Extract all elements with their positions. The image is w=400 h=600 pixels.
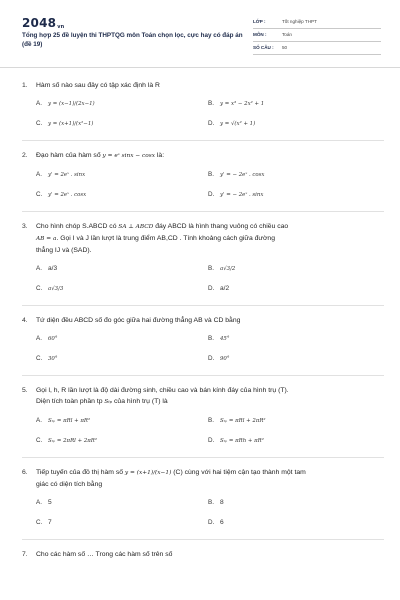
option-text: 45°: [220, 336, 230, 342]
question-number: 5.: [22, 387, 28, 394]
option-letter: A.: [36, 100, 42, 107]
answer-options: [22, 416, 384, 456]
question-number: 2.: [22, 152, 28, 159]
question-divider: [22, 211, 384, 212]
header-divider: [0, 67, 400, 68]
option-letter: C.: [36, 519, 43, 526]
question-7: [22, 549, 384, 560]
option-text: a√3/3: [48, 286, 64, 292]
question-text: Diện tích toàn phần tp: [36, 398, 103, 405]
option-letter: C.: [36, 437, 43, 444]
question-number: 7.: [22, 551, 28, 558]
question-list: [22, 80, 384, 560]
option-d[interactable]: [208, 354, 380, 374]
question-4: [22, 315, 384, 376]
meta-label: MÔN :: [253, 32, 267, 37]
answer-options: [22, 99, 384, 139]
option-text: y' = − 2eˣ . sinx: [220, 192, 264, 198]
option-text: a/3: [48, 265, 58, 272]
exam-meta: [253, 16, 381, 55]
option-d[interactable]: [208, 119, 380, 139]
option-text: 60°: [48, 336, 58, 342]
option-text: y' = − 2eˣ . cosx: [220, 172, 265, 178]
option-letter: B.: [208, 100, 214, 107]
answer-options: [22, 264, 384, 304]
option-letter: C.: [36, 285, 43, 292]
question-divider: [22, 375, 384, 376]
option-text: Sₜₚ = 2πRl + 2πR²: [48, 438, 98, 444]
option-c[interactable]: [36, 354, 208, 374]
question-text: Cho các hàm số … Trong các hàm số trên số: [36, 551, 173, 558]
option-letter: B.: [208, 335, 214, 342]
question-stem: [22, 549, 384, 560]
question-stem: [22, 467, 384, 490]
question-text: của hình trụ (T) là: [114, 398, 168, 405]
option-letter: D.: [208, 191, 215, 198]
question-stem: [22, 80, 384, 91]
option-text: y' = 2eˣ . sinx: [48, 172, 86, 178]
meta-row-subject: [253, 29, 381, 42]
option-a[interactable]: [36, 334, 208, 354]
question-text: Cho hình chóp S.ABCD có: [36, 223, 117, 230]
question-text: thẳng IJ và (SAD).: [36, 247, 92, 254]
question-text: . Gọi I và J lần lượt là trung điểm AB,CD . Tính khoảng cách giữa đường: [56, 235, 275, 242]
option-letter: A.: [36, 171, 42, 178]
option-c[interactable]: [36, 190, 208, 210]
option-text: 30°: [48, 356, 58, 362]
question-text: Tứ diện đều ABCD số đo góc giữa hai đường thẳng AB và CD bằng: [36, 317, 241, 324]
option-text: a√3/2: [220, 266, 236, 272]
question-divider: [22, 140, 384, 141]
question-6: [22, 467, 384, 540]
option-letter: C.: [36, 191, 43, 198]
question-3: [22, 221, 384, 306]
question-divider: [22, 305, 384, 306]
math-expression: y = (x+1)/(x−1): [124, 470, 172, 476]
page-header: [22, 14, 382, 60]
question-5: [22, 385, 384, 458]
meta-value: Tốt nghiệp THPT: [282, 19, 317, 24]
option-b[interactable]: [208, 334, 380, 354]
option-text: y' = 2eˣ . cosx: [48, 192, 87, 198]
option-text: y = x³ − 2x² + 1: [220, 101, 265, 107]
question-text: Tiếp tuyến của đồ thị hàm số: [36, 469, 124, 476]
meta-label: LỚP :: [253, 19, 266, 24]
option-letter: B.: [208, 265, 214, 272]
meta-value: 50: [282, 45, 288, 50]
option-letter: C.: [36, 120, 43, 127]
question-stem: [22, 315, 384, 326]
option-letter: B.: [208, 499, 214, 506]
option-a[interactable]: [36, 264, 208, 284]
answer-options: [22, 498, 384, 538]
option-d[interactable]: [208, 518, 380, 538]
math-expression: SA ⊥ ABCD: [118, 224, 154, 230]
option-a[interactable]: [36, 170, 208, 190]
option-d[interactable]: [208, 284, 380, 304]
question-stem: [22, 221, 384, 256]
option-b[interactable]: [208, 498, 380, 518]
question-stem: [22, 150, 384, 162]
option-text: y = √(x² + 1): [220, 121, 256, 127]
meta-label: SỐ CÂU :: [253, 45, 274, 50]
math-expression: y = eˣ sinx − cosx: [102, 153, 156, 159]
logo-text: 2048: [22, 16, 57, 30]
question-text: Gọi l, h, R lần lượt là độ dài đường sinh, chiều cao và bán kính đáy của hình trụ (T).: [36, 387, 289, 394]
option-text: 7: [48, 519, 52, 526]
option-a[interactable]: [36, 498, 208, 518]
option-c[interactable]: [36, 284, 208, 304]
option-text: 6: [220, 519, 224, 526]
question-text: là:: [156, 152, 165, 159]
option-b[interactable]: [208, 416, 380, 436]
option-letter: D.: [208, 437, 215, 444]
answer-options: [22, 334, 384, 374]
question-2: [22, 150, 384, 212]
question-divider: [22, 457, 384, 458]
meta-row-question-count: [253, 42, 381, 55]
option-c[interactable]: [36, 518, 208, 538]
question-text: đáy ABCD là hình thang vuông có chiều cao: [155, 223, 289, 230]
question-text: Hàm số nào sau đây có tập xác định là R: [36, 82, 160, 89]
option-b[interactable]: [208, 99, 380, 119]
option-letter: A.: [36, 417, 42, 424]
option-letter: D.: [208, 285, 215, 292]
option-text: Sₜₚ = πRl + 2πR²: [220, 418, 266, 424]
option-text: 5: [48, 499, 52, 506]
option-a[interactable]: [36, 416, 208, 436]
option-letter: C.: [36, 355, 43, 362]
exam-title: Tổng hợp 25 đề luyện thi THPTQG môn Toán chọn lọc, cực hay có đáp án (đề 19): [22, 32, 243, 48]
question-number: 4.: [22, 317, 28, 324]
option-text: Sₜₚ = πRl + πR²: [48, 418, 91, 424]
logo-suffix: vn: [57, 24, 65, 30]
meta-row-class: [253, 16, 381, 29]
question-text: Đạo hàm của hàm số: [36, 152, 101, 159]
option-text: a/2: [220, 285, 230, 292]
question-number: 3.: [22, 223, 28, 230]
option-letter: D.: [208, 519, 215, 526]
site-logo[interactable]: [22, 16, 64, 30]
option-text: 8: [220, 499, 224, 506]
option-d[interactable]: [208, 190, 380, 210]
option-text: y = (x−1)/(2x−1): [48, 101, 95, 107]
math-expression: Sₜₚ: [104, 399, 113, 405]
question-text: (C) cùng với hai tiệm cận tạo thành một tam: [173, 469, 306, 476]
question-divider: [22, 539, 384, 540]
option-b[interactable]: [208, 264, 380, 284]
option-text: Sₜₚ = πRh + πR²: [220, 438, 264, 444]
option-letter: D.: [208, 355, 215, 362]
option-c[interactable]: [36, 119, 208, 139]
question-number: 6.: [22, 469, 28, 476]
option-letter: B.: [208, 417, 214, 424]
option-letter: B.: [208, 171, 214, 178]
option-letter: A.: [36, 335, 42, 342]
answer-options: [22, 170, 384, 210]
option-c[interactable]: [36, 436, 208, 456]
option-text: 90°: [220, 356, 230, 362]
question-text: giác có diện tích bằng: [36, 481, 103, 488]
math-expression: AB = a: [36, 236, 57, 242]
meta-value: Toán: [282, 32, 292, 37]
question-number: 1.: [22, 82, 28, 89]
option-letter: D.: [208, 120, 215, 127]
option-b[interactable]: [208, 170, 380, 190]
option-letter: A.: [36, 499, 42, 506]
question-1: [22, 80, 384, 141]
option-letter: A.: [36, 265, 42, 272]
option-d[interactable]: [208, 436, 380, 456]
option-text: y = (x+1)/(x²−1): [48, 121, 94, 127]
question-stem: [22, 385, 384, 408]
option-a[interactable]: [36, 99, 208, 119]
